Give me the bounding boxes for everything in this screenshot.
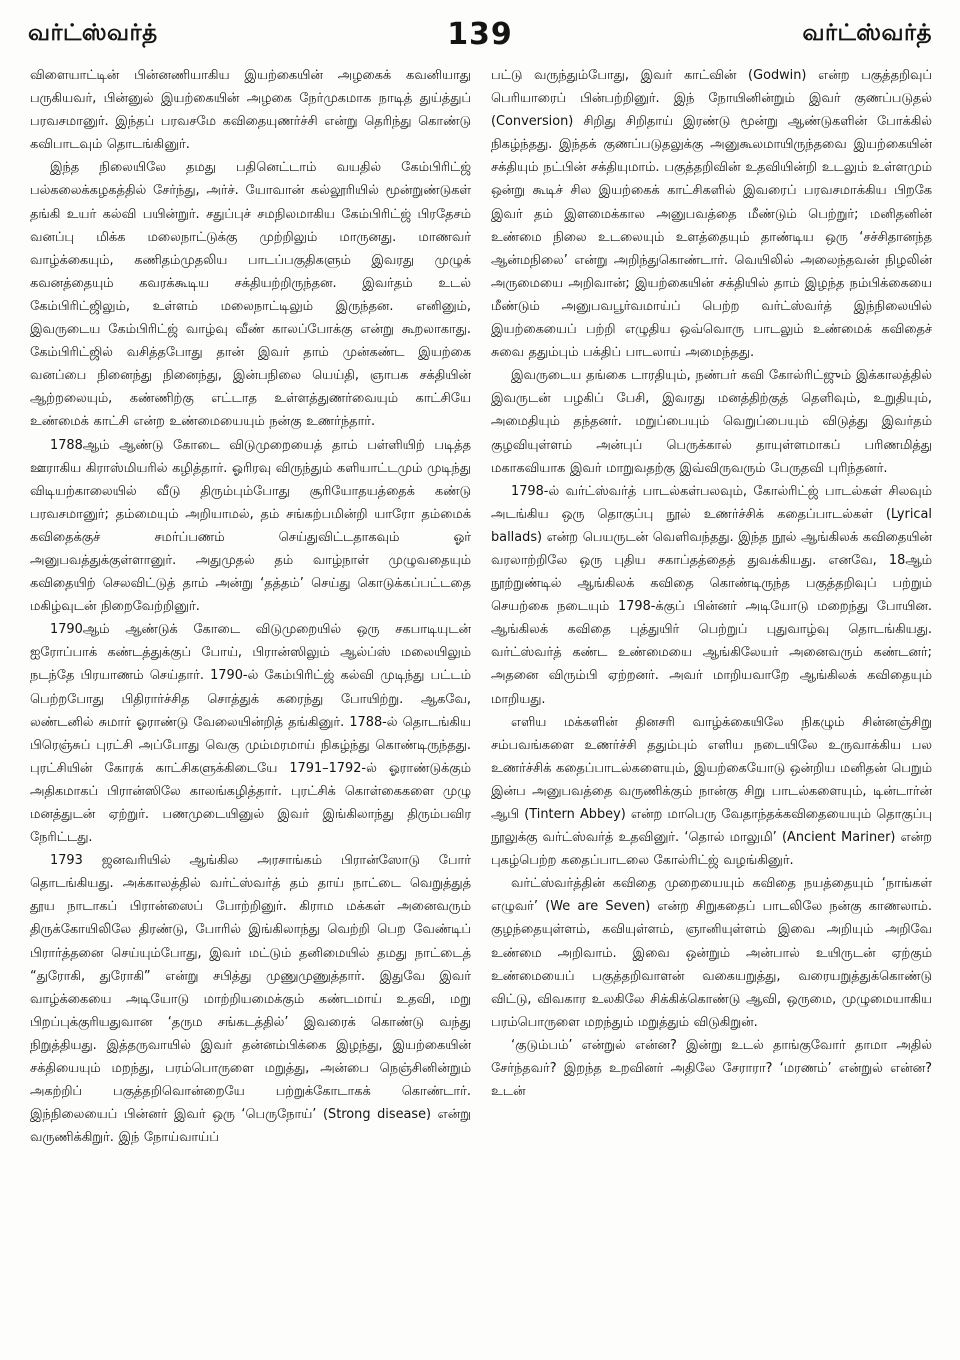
paragraph: இவருடைய தங்கை டாரதியும், நண்பர் கவி கோல்ரிட்ஜும் இக்காலத்தில் இவருடன் பழகிப் பேசி, இவரது மனத்திற்குத் தெளிவும், உறுதியும், அமைதியும் தந்தனர். மறுப்பையும் வெறுப்பையும் விடுத்து இவர்தம் குழவியுள்ளம் அன்புப் பெருக்கால் தாயுள்ளமாகப் பரிணமித்து மகாகவியாக இவர் மாறுவதற்கு இவ்விருவரும் பேருதவி புரிந்தனர். (491, 368, 932, 476)
paragraph: 1788ஆம் ஆண்டு கோடை விடுமுறையைத் தாம் பள்ளியிற் படித்த ஊராகிய கிராஸ்மியரில் கழித்தார். ஓரிரவு விருந்தும் களியாட்டமும் முடிந்து விடியற்காலையில் வீடு திரும்பும்போது சூரியோதயத்தைக் கண்டு பரவசமானுர்; தம்மையும் அறியாமல், தம் சங்கற்பமின்றி யாரோ தம்மைக் கவிதைக்குச் சமர்ப்பணம் செய்துவிட்டதாகவும் ஓர் அனுபவத்துக்குள்ளானுர். அதுமுதல் தம் வாழ்நாள் முழுவதையும் கவிதையிற் செலவிட்டுத் தாம் அன்று ‘தத்தம்’ செய்து கொடுக்கப்பட்டதை மகிழ்வுடன் நிறைவேற்றினுர். (30, 437, 471, 615)
paragraph: 1798-ல் வர்ட்ஸ்வர்த் பாடல்கள்பலவும், கோல்ரிட்ஜ் பாடல்கள் சிலவும் அடங்கிய ஒரு தொகுப்பு நூல் உணர்ச்சிக் கதைப்பாடல்கள் (Lyrical ballads) என்ற பெயருடன் வெளிவந்தது. இந்த நூல் ஆங்கிலக் கவிதையின் வரலாற்றிலே ஒரு புதிய சகாப்தத்தைத் துவக்கியது. எனவே, 18ஆம் நூற்றுண்டில் ஆங்கிலக் கவிதை கொண்டிருந்த பகுத்தறிவுப் பற்றும் செயற்கை நடையும் 1798-க்குப் பின்னர் அடியோடு மறைந்து போயின. ஆங்கிலக் கவிதை புத்துயிர் பெற்றுப் புதுவாழ்வு தொடங்கியது. வர்ட்ஸ்வர்த் கண்ட உண்மையை ஆங்கிலேயர் அனைவரும் கண்டனர்; அதனை விரும்பி ஏற்றனர். அவர் மாறியவாறே ஆங்கிலக் கவிதையும் மாறியது. (491, 483, 932, 707)
text-columns (30, 64, 932, 1354)
right-column (491, 64, 932, 1354)
running-head-right: வர்ட்ஸ்வர்த் (802, 19, 932, 46)
paragraph: 1790ஆம் ஆண்டுக் கோடை விடுமுறையில் ஒரு சகபாடியுடன் ஐரோப்பாக் கண்டத்துக்குப் போய், பிரான்ஸிலும் ஆல்ப்ஸ் மலையிலும் நடந்தே பிரயாணம் செய்தார். 1790-ல் கேம்பிரிட்ஜ் கல்வி முடிந்து பட்டம் பெற்றபோது பிதிரார்ச்சித சொத்துக் கரைந்து போயிற்று. ஆகவே, லண்டனில் சுமார் ஓராண்டு வேலையின்றித் தங்கினுர். 1788-ல் தொடங்கிய பிரெஞ்சுப் புரட்சி அப்போது வெகு மும்மரமாய் நிகழ்ந்து கொண்டிருந்தது. புரட்சியின் கோரக் காட்சிகளுக்கிடையே 1791–1792-ல் ஓராண்டுக்கும் அதிகமாகப் பிரான்ஸிலே காலங்கழித்தார். புரட்சிக் கொள்கைகளை முழு மனத்துடன் ஏற்றுர். பணமுடையினுல் இவர் இங்கிலாந்து திரும்பவிர நேரிட்டது. (30, 622, 471, 846)
page-number: 139 (447, 16, 513, 52)
paragraph: 1793 ஜனவரியில் ஆங்கில அரசாங்கம் பிரான்ஸோடு போர் தொடங்கியது. அக்காலத்தில் வர்ட்ஸ்வர்த் தம் தாய் நாட்டை வெறுத்துத் தூய நாடாகப் பிரான்ஸைப் போற்றினுர். கிராம மக்கள் அனைவரும் திருக்கோயிலிலே திரண்டு, போரில் இங்கிலாந்து வெற்றி பெற வேண்டிப் பிரார்த்தனை செய்யும்போது, இவர் மட்டும் தனிமையில் தமது நாட்டைத் “துரோகி, துரோகி” என்று சபித்து முணுமுணுத்தார். இதுவே இவர் வாழ்க்கையை அடியோடு மாற்றியமைக்கும் கண்டமாய் உதவி, மறு பிறப்புக்குரியதுவான ‘தரும சங்கடத்தில்’ இவரைக் கொண்டு வந்து நிறுத்தியது. இத்தருவாயில் இவர் தன்னம்பிக்கை இழந்து, இயற்கையின் சக்தியையும் மறந்து, பரம்பொருளை மறுத்து, அன்பை நெஞ்சினின்றும் அகற்றிப் பகுத்தறிவொன்றையே பற்றுக்கோடாகக் கொண்டார். இந்நிலையைப் பின்னர் இவர் ஒரு ‘பெருநோய்’ (Strong disease) என்று வருணிக்கிறுர். இந் நோய்வாய்ப் (30, 853, 471, 1146)
paragraph: பட்டு வருந்தும்போது, இவர் காட்வின் (Godwin) என்ற பகுத்தறிவுப் பெரியாரைப் பின்பற்றினுர். இந் நோயினின்றும் இவர் குணப்படுதல் (Conversion) சிறிது சிறிதாய் இரண்டு மூன்று ஆண்டுகளின் போக்கில் நிகழ்ந்தது. இந்தக் குணப்படுதலுக்கு அனுகூலமாயிருந்தவை இயற்கையின் சக்தியும் நட்பின் சக்தியுமாம். பகுத்தறிவின் உதவியின்றி உடலும் உள்ளமும் ஒன்று கூடிச் சில இயற்கைக் காட்சிகளில் இவரைப் பரவசமாக்கிய பிறகே இவர் தம் இளமைக்கால அனுபவத்தை மீண்டும் பெற்றுர்; மனிதனின் உண்மை நிலை உடலையும் உளத்தையும் தாண்டிய ஒரு ‘சச்சிதானந்த ஆன்மநிலை’ என்று அறிந்துகொண்டார். வெயிலில் அலைந்தவன் நிழலின் அருமையை அறிவான்; இயற்கையின் சக்தியில் தாம் இழந்த நம்பிக்கையை மீண்டும் அனுபவபூர்வமாய்ப் பெற்ற வர்ட்ஸ்வர்த் இந்நிலையில் இயற்கையைப் பற்றி எழுதிய ஒவ்வொரு பாடலும் உண்மைக் கவிதைச் சுவை ததும்பும் பக்திப் பாடலாய் அமைந்தது. (491, 68, 932, 361)
paragraph: இந்த நிலையிலே தமது பதினெட்டாம் வயதில் கேம்பிரிட்ஜ் பல்கலைக்கழகத்தில் சேர்ந்து, அர்ச். யோவான் கல்லூரியில் மூன்றுண்டுகள் தங்கி உயர் கல்வி பயின்றுர். சதுப்புச் சமநிலமாகிய கேம்பிரிட்ஜ் பிரதேசம் வனப்பு மிக்க மலைநாட்டுக்கு முற்றிலும் மாருனது. மாணவர் வாழ்க்கையும், கணிதம்முதலிய பாடப்பகுதிகளும் இவரது முழுக் கவனத்தையும் கவரக்கூடிய சக்தியற்றிருந்தன. இவர்தம் உடல் கேம்பிரிட்ஜிலும், உள்ளம் மலைநாட்டிலும் இருந்தன. எனினும், இவருடைய கேம்பிரிட்ஜ் வாழ்வு வீண் காலப்போக்கு என்று கூறலாகாது. கேம்பிரிட்ஜில் வசித்தபோது தான் இவர் தாம் முன்கண்ட இயற்கை வனப்பை நினைந்து நினைந்து, இன்பநிலை யெய்தி, ஞாபக சக்தியின் ஆற்றலையும், கண்ணிற்கு எட்டாத உள்ளத்துணர்வையும் காட்சியே உண்மைக் காட்சி என்ற உண்மையையும் நன்கு உணர்ந்தார். (30, 160, 471, 430)
paragraph: எளிய மக்களின் தினசரி வாழ்க்கையிலே நிகழும் சின்னஞ்சிறு சம்பவங்களை உணர்ச்சி ததும்பும் எளிய நடையிலே உருவாக்கிய பல உணர்ச்சிக் கதைப்பாடல்களையும், இயற்கையோடு ஒன்றிய மனிதன் பெறும் இன்ப அனுபவத்தை வருணிக்கும் நான்கு சிறு பாடல்களையும், டின்டார்ன் ஆபி (Tintern Abbey) என்ற மாபெரு வேதாந்தக்கவிதையையும் தொகுப்பு நூலுக்கு வர்ட்ஸ்வர்த் உதவினுர். ‘தொல் மாலுமி’ (Ancient Mariner) என்ற புகழ்பெற்ற கதைப்பாடலை கோல்ரிட்ஜ் வழங்கினுர். (491, 714, 932, 869)
paragraph: விளையாட்டின் பின்னணியாகிய இயற்கையின் அழகைக் கவனியாது பருகியவர், பின்னுல் இயற்கையின் அழகை நேர்முகமாக நாடித் துய்த்துப் பரவசமானுர். இந்தப் பரவசமே கவிதையுணர்ச்சி என்று தெரிந்து கொண்டு கவிபாடவும் தொடங்கினுர். (30, 68, 471, 153)
running-head-left: வர்ட்ஸ்வர்த் (28, 19, 158, 46)
paragraph: வர்ட்ஸ்வர்த்தின் கவிதை முறையையும் கவிதை நயத்தையும் ‘நாங்கள் எழுவர்’ (We are Seven) என்ற சிறுகதைப் பாடலிலே நன்கு காணலாம். குழந்தையுள்ளம், கவியுள்ளம், ஞானியுள்ளம் இவை அறியும் அறிவே உண்மை அறிவாம். இவை ஒன்றும் அன்பால் உயிருடன் ஏற்கும் உண்மையைப் பகுத்தறிவாளன் வகையறுத்து, வரையறுத்துக்கொண்டு விட்டு, விவகார உலகிலே சிக்கிக்கொண்டு ஆவி, ஒருமை, முழுமையாகிய பரம்பொருளை மறந்தும் மறுத்தும் விடுகிறுன். (491, 876, 932, 1030)
left-column (30, 64, 471, 1354)
paragraph: ‘குடும்பம்’ என்றுல் என்ன? இன்று உடல் தாங்குவோர் தாமா அதில் சேர்ந்தவர்? இறந்த உறவினர் அதிலே சேராரா? ‘மரணம்’ என்றுல் என்ன? உடன் (491, 1037, 932, 1100)
page-header (28, 6, 932, 62)
